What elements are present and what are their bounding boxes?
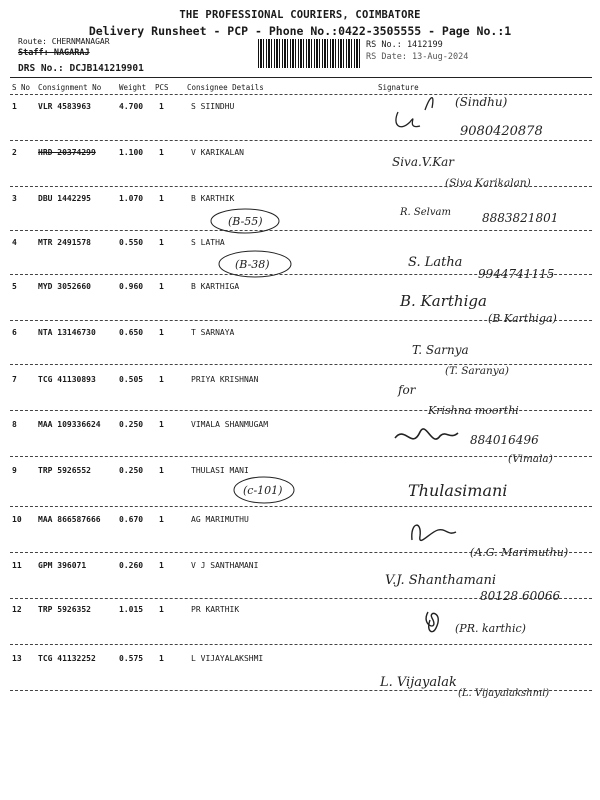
column-header-weight: Weight bbox=[119, 83, 147, 92]
row-consignment: TRP 5926352 bbox=[38, 605, 91, 614]
row-pcs: 1 bbox=[159, 515, 164, 524]
row-sno: 7 bbox=[12, 375, 17, 384]
row-sno: 5 bbox=[12, 282, 17, 291]
row-sno: 2 bbox=[12, 148, 17, 157]
row-consignee: VIMALA SHANMUGAM bbox=[191, 420, 269, 429]
handwritten-flat: (B-38) bbox=[235, 258, 270, 271]
signature-mark bbox=[395, 429, 458, 439]
row-consignee: PRIYA KRISHNAN bbox=[191, 375, 259, 384]
handwritten-name: B. Karthiga bbox=[400, 292, 487, 310]
row-consignee: V KARIKALAN bbox=[191, 148, 244, 157]
row-consignee: L VIJAYALAKSHMI bbox=[191, 654, 264, 663]
row-consignment: NTA 13146730 bbox=[38, 328, 96, 337]
row-weight: 0.550 bbox=[119, 238, 144, 247]
signature-mark bbox=[396, 98, 433, 127]
row-weight: 4.700 bbox=[119, 102, 144, 111]
row-sno: 12 bbox=[12, 605, 22, 614]
row-sno: 4 bbox=[12, 238, 17, 247]
row-sno: 10 bbox=[12, 515, 22, 524]
row-pcs: 1 bbox=[159, 102, 164, 111]
row-pcs: 1 bbox=[159, 420, 164, 429]
handwritten-name: (L. Vijayalakshmi) bbox=[458, 688, 550, 699]
handwritten-name: (PR. karthic) bbox=[455, 622, 526, 635]
row-consignment: TCG 41132252 bbox=[38, 654, 96, 663]
column-header-pcs: PCS bbox=[155, 83, 169, 92]
row-sno: 3 bbox=[12, 194, 17, 203]
drs-number: DRS No.: DCJB141219901 bbox=[18, 63, 144, 74]
row-consignment: VLR 4583963 bbox=[38, 102, 91, 111]
row-consignee: S SIINDHU bbox=[191, 102, 235, 111]
row-weight: 0.670 bbox=[119, 515, 144, 524]
row-consignment: MAA 866587666 bbox=[38, 515, 101, 524]
row-weight: 0.960 bbox=[119, 282, 144, 291]
handwritten-flat: (B-55) bbox=[228, 215, 263, 228]
handwritten-name: R. Selvam bbox=[400, 207, 451, 218]
row-consignment: MAA 109336624 bbox=[38, 420, 101, 429]
handwritten-name: V.J. Shanthamani bbox=[385, 573, 497, 588]
row-weight: 0.575 bbox=[119, 654, 144, 663]
row-pcs: 1 bbox=[159, 282, 164, 291]
row-pcs: 1 bbox=[159, 605, 164, 614]
row-consignment: TRP 5926552 bbox=[38, 466, 91, 475]
row-sno: 9 bbox=[12, 466, 17, 475]
row-consignee: S LATHA bbox=[191, 238, 225, 247]
row-sno: 11 bbox=[12, 561, 22, 570]
row-weight: 1.015 bbox=[119, 605, 144, 614]
column-header-signature: Signature bbox=[378, 83, 419, 92]
row-consignee: PR KARTHIK bbox=[191, 605, 240, 614]
handwritten-name: T. Sarnya bbox=[412, 343, 469, 357]
row-pcs: 1 bbox=[159, 654, 164, 663]
handwritten-phone: 884016496 bbox=[470, 433, 539, 447]
row-pcs: 1 bbox=[159, 466, 164, 475]
row-sno: 8 bbox=[12, 420, 17, 429]
row-consignment: HRD 20374299 bbox=[38, 148, 96, 157]
handwritten-phone: 9944741115 bbox=[478, 267, 555, 281]
row-consignment: GPM 396071 bbox=[38, 561, 87, 570]
signature-mark bbox=[426, 612, 438, 632]
rs-number: RS No.: 1412199 bbox=[366, 40, 443, 50]
handwritten-phone: 80128 60066 bbox=[480, 589, 561, 603]
handwritten-phone: 9080420878 bbox=[460, 124, 543, 139]
route-label: Route: CHERNMANAGAR bbox=[18, 37, 110, 46]
signature-mark bbox=[412, 525, 456, 540]
row-weight: 0.650 bbox=[119, 328, 144, 337]
row-pcs: 1 bbox=[159, 328, 164, 337]
row-consignee: B KARTHIK bbox=[191, 194, 235, 203]
row-weight: 1.070 bbox=[119, 194, 144, 203]
handwritten-name: (Siva Karikalan) bbox=[445, 177, 531, 189]
document-title: THE PROFESSIONAL COURIERS, COIMBATORE bbox=[179, 9, 421, 21]
row-consignment: MTR 2491578 bbox=[38, 238, 91, 247]
row-sno: 1 bbox=[12, 102, 17, 111]
column-header-consignee: Consignee Details bbox=[187, 83, 264, 92]
handwritten-name: for bbox=[398, 383, 416, 397]
row-sno: 13 bbox=[12, 654, 22, 663]
row-weight: 0.250 bbox=[119, 466, 144, 475]
column-header-consignment: Consignment No bbox=[38, 83, 102, 92]
handwritten-name: Krishna moorthi bbox=[428, 404, 519, 417]
handwritten-name: S. Latha bbox=[408, 255, 463, 270]
handwritten-name: (A.G. Marimuthu) bbox=[470, 546, 569, 559]
row-consignee: THULASI MANI bbox=[191, 466, 249, 475]
row-pcs: 1 bbox=[159, 148, 164, 157]
row-weight: 0.260 bbox=[119, 561, 144, 570]
handwritten-name: (T. Saranya) bbox=[445, 365, 510, 377]
row-consignee: T SARNAYA bbox=[191, 328, 235, 337]
rs-date: RS Date: 13-Aug-2024 bbox=[366, 52, 469, 62]
handwritten-flat: (c-101) bbox=[243, 484, 283, 497]
row-pcs: 1 bbox=[159, 194, 164, 203]
handwritten-name: Siva.V.Kar bbox=[392, 155, 455, 169]
column-header-sno: S No bbox=[12, 83, 31, 92]
row-consignment: MYD 3052660 bbox=[38, 282, 91, 291]
row-weight: 1.100 bbox=[119, 148, 144, 157]
row-pcs: 1 bbox=[159, 238, 164, 247]
handwritten-name: Thulasimani bbox=[408, 481, 508, 500]
staff-label: Staff: NAGARAJ bbox=[18, 48, 90, 58]
handwritten-name: (Vimala) bbox=[508, 453, 553, 465]
row-consignee: AG MARIMUTHU bbox=[191, 515, 249, 524]
row-consignee: B KARTHIGA bbox=[191, 282, 240, 291]
document-subtitle: Delivery Runsheet - PCP - Phone No.:0422-3505555 - Page No.:1 bbox=[88, 24, 512, 38]
handwritten-phone: 8883821801 bbox=[482, 211, 559, 225]
row-sno: 6 bbox=[12, 328, 17, 337]
handwritten-name: (Sindhu) bbox=[455, 95, 508, 109]
handwritten-name: L. Vijayalak bbox=[380, 675, 457, 690]
row-consignment: TCG 41130893 bbox=[38, 375, 96, 384]
handwritten-name: (B Karthiga) bbox=[488, 312, 557, 325]
row-weight: 0.250 bbox=[119, 420, 144, 429]
row-weight: 0.505 bbox=[119, 375, 144, 384]
row-consignment: DBU 1442295 bbox=[38, 194, 91, 203]
row-consignee: V J SANTHAMANI bbox=[191, 561, 259, 570]
row-pcs: 1 bbox=[159, 375, 164, 384]
row-pcs: 1 bbox=[159, 561, 164, 570]
